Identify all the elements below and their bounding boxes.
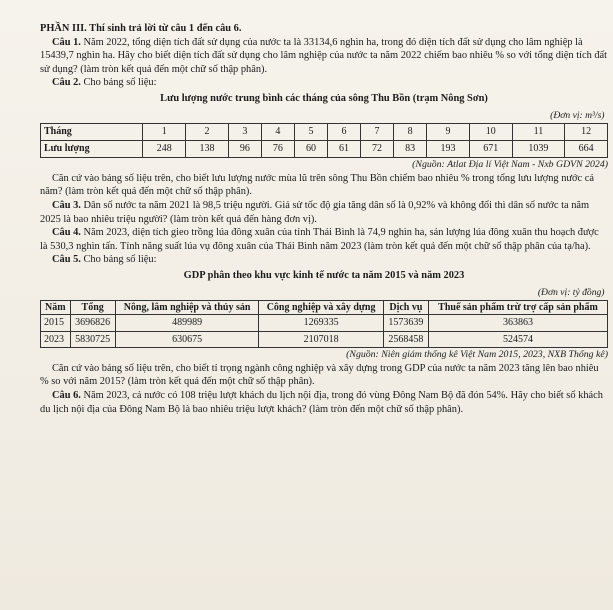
table-header: Năm [41, 301, 71, 315]
table-cell: 60 [294, 141, 327, 158]
table-cell: 1 [143, 124, 186, 141]
question-6-text: Năm 2023, cả nước có 108 triệu lượt khách du lịch nội địa, trong đó vùng Đông Nam Bộ đã đón 54%. Hãy cho biết số khách du lịch nội địa của Đông Nam Bộ là bao nhiêu triệu lượt khách? (làm tròn đến một chữ số thập phân). [40, 390, 603, 415]
table-cell: 61 [327, 141, 360, 158]
table-cell: 5830725 [70, 331, 115, 348]
table-cell: 8 [394, 124, 427, 141]
table-cell: 3696826 [70, 315, 115, 332]
table-cell: 671 [469, 141, 512, 158]
table-header: Công nghiệp và xây dựng [259, 301, 383, 315]
table-header: Nông, lâm nghiệp và thủy sản [115, 301, 259, 315]
table-cell: 1269335 [259, 315, 383, 332]
table-cell: 2568458 [383, 331, 428, 348]
table-cell: 72 [361, 141, 394, 158]
table-cell: 524574 [428, 331, 607, 348]
table1-row-label-flow: Lưu lượng [41, 141, 143, 158]
table-header: Thuế sản phẩm trừ trợ cấp sản phẩm [428, 301, 607, 315]
question-1-label: Câu 1. [52, 36, 81, 48]
question-5 [40, 253, 608, 267]
question-2-text: Cho bảng số liệu: [83, 77, 157, 89]
table-cell: 96 [228, 141, 261, 158]
table-cell: 2107018 [259, 331, 383, 348]
table-cell: 2015 [41, 315, 71, 332]
table-cell: 76 [261, 141, 294, 158]
table-cell: 10 [469, 124, 512, 141]
table-cell: 630675 [115, 331, 259, 348]
table-cell: 2023 [41, 331, 71, 348]
question-3 [40, 199, 608, 226]
table-cell: 1573639 [383, 315, 428, 332]
table1-row-label-month: Tháng [41, 124, 143, 141]
table-cell: 12 [565, 124, 608, 141]
question-3-label: Câu 3. [52, 199, 81, 211]
table-cell: 1039 [512, 141, 564, 158]
table-river-flow [40, 108, 608, 159]
table-header: Tổng [70, 301, 115, 315]
question-6-label: Câu 6. [52, 390, 81, 402]
table2-caption: GDP phân theo khu vực kinh tế nước ta năm 2015 và năm 2023 [183, 269, 465, 281]
table-cell: 6 [327, 124, 360, 141]
exam-content [40, 22, 608, 416]
table-header: Dịch vụ [383, 301, 428, 315]
table1-caption: Lưu lượng nước trung bình các tháng của sông Thu Bồn (trạm Nông Sơn) [160, 92, 488, 104]
question-2 [40, 76, 608, 90]
question-4-text: Năm 2023, diện tích gieo trồng lúa đông xuân của tỉnh Thái Bình là 74,9 nghìn ha, sản lượng lúa đông xuân thu hoạch được là 530,3 nghìn tấn. Tính năng suất lúa vụ đông xuân của Thái Bình năm 2023 (làm tròn kết quả đến một chữ số thập phân của tạ/ha). [40, 227, 599, 252]
question-5-text: Cho bảng số liệu: [83, 254, 157, 266]
question-1 [40, 36, 608, 77]
question-4-label: Câu 4. [52, 227, 81, 239]
table-cell: 2 [186, 124, 229, 141]
question-1-text: Năm 2022, tổng diện tích đất sử dụng của nước ta là 33134,6 nghìn ha, trong đó diện tích đất sử dụng cho lâm nghiệp là 15439,7 nghìn ha. Hãy cho biết diện tích đất sử dụng cho lâm nghiệp của nước ta năm 2022 chiếm bao nhiêu % so với tổng diện tích đất sử dụng? (làm tròn kết quả đến một chữ số thập phân). [40, 36, 608, 75]
table-cell: 138 [186, 141, 229, 158]
table-row [41, 141, 608, 158]
table-cell: 193 [427, 141, 470, 158]
table2-source: (Nguồn: Niên giám thống kê Việt Nam 2015, 2023, NXB Thống kê) [346, 349, 608, 361]
table-row [41, 331, 608, 348]
section-heading: PHẦN III. Thí sinh trả lời từ câu 1 đến câu 6. [40, 23, 242, 34]
question-2-label: Câu 2. [52, 77, 81, 89]
question-3-text: Dân số nước ta năm 2021 là 98,5 triệu người. Giả sử tốc độ gia tăng dân số là 0,92% và không đổi thì dân số nước ta năm 2025 là bao nhiêu triệu người? (làm tròn kết quả đến hàng đơn vị). [40, 199, 590, 225]
table-cell: 363863 [428, 315, 607, 332]
table-cell: 3 [228, 124, 261, 141]
table-cell: 489989 [115, 315, 259, 332]
question-4 [40, 226, 608, 253]
table-cell: 11 [512, 124, 564, 141]
question-5-prompt: Căn cứ vào bảng số liệu trên, cho biết tỉ trọng ngành công nghiệp và xây dựng trong GDP của nước ta năm 2023 tăng lên bao nhiêu % so với năm 2015? (làm tròn kết quả đến một chữ số thập phân). [40, 362, 599, 388]
question-6 [40, 389, 608, 416]
table1-source: (Nguồn: Atlat Địa lí Việt Nam - Nxb GDVN 2024) [412, 159, 608, 171]
table-row [41, 315, 608, 332]
table-cell: 664 [565, 141, 608, 158]
question-2-prompt: Căn cứ vào bảng số liệu trên, cho biết lưu lượng nước mùa lũ trên sông Thu Bồn chiếm bao nhiêu % trong tổng lưu lượng nước cả năm? (làm tròn kết quả đến một chữ số thập phân). [40, 172, 594, 198]
table-cell: 7 [361, 124, 394, 141]
table-cell: 4 [261, 124, 294, 141]
table-header-row [41, 301, 608, 315]
table-cell: 83 [394, 141, 427, 158]
table-cell: 5 [294, 124, 327, 141]
table1-unit: (Đơn vị: m³/s) [550, 109, 605, 121]
table-cell: 248 [143, 141, 186, 158]
question-5-label: Câu 5. [52, 254, 81, 266]
table-row [41, 124, 608, 141]
table2-unit: (Đơn vị: tỷ đồng) [537, 286, 605, 298]
table-gdp [40, 285, 608, 349]
table-cell: 9 [427, 124, 470, 141]
